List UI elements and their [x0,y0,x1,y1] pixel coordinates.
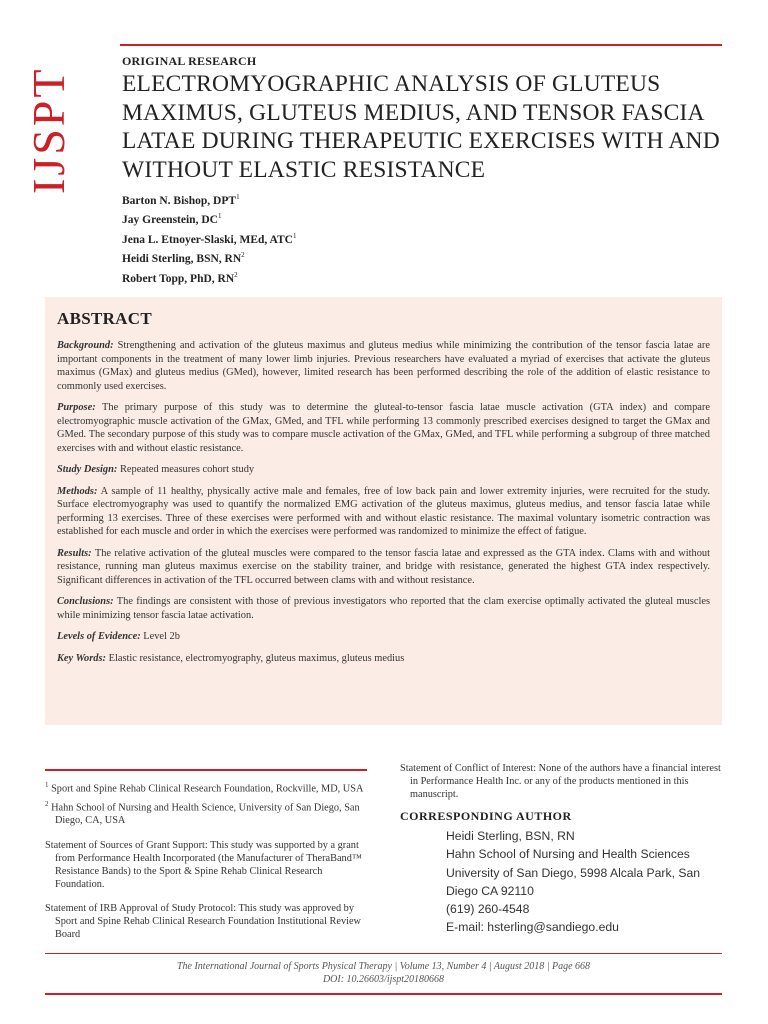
irb-statement: Statement of IRB Approval of Study Protocol: This study was approved by Sport and Spine Rehab Clinical Research Foundation Institutional Review Board [45,903,361,941]
abstract-background: Background: Strengthening and activation of the gluteus maximus and gluteus medius while minimizing the contribution of the tensor fascia latae are important components in the treatment of many lower limb injuries. Previous researchers have evaluated a myriad of exercises that activate the gluteus maximus (GMax) and gluteus medius (GMed), however, limited research has been performed describing the role of the addition of elastic resistance to commonly used exercises. [57,340,710,392]
footer-citation: The International Journal of Sports Physical Therapy | Volume 13, Number 4 | August 2018 | Page 668 [176,961,591,972]
title-line: ELECTROMYOGRAPHIC ANALYSIS OF GLUTEUS [122,71,661,97]
author: Heidi Sterling, BSN, $RN^2$ [122,251,245,266]
author-list [122,190,522,287]
corresponding-phone: (619) 260-4548 [446,902,530,916]
corresponding-name: Heidi Sterling, BSN, RN [446,829,575,844]
abstract-heading: ABSTRACT [57,309,152,328]
abstract-keywords: Key Words: Elastic resistance, electromyography, gluteus maximus, gluteus medius [57,652,405,664]
page-footer [45,960,722,986]
footnote-rule [45,769,367,771]
right-column [400,763,725,936]
abstract-levels-of-evidence: Levels of Evidence: Level 2b [57,631,180,642]
corresponding-author-heading: CORRESPONDING AUTHOR [400,809,572,824]
conflict-statement: Statement of Conflict of Interest: None of the authors have a financial interest in Performance Health Inc. or any of the products mentioned in this manuscript. [400,763,721,800]
article-title [122,70,722,184]
footnotes [45,779,370,942]
title-line: WITHOUT ELASTIC RESISTANCE [122,156,486,183]
abstract-conclusions: Conclusions: The findings are consistent with those of previous investigators who reported that the clam exercise optimally activated the gluteal muscles while minimizing tensor fascia latae activation. [57,596,710,621]
abstract-results: Results: The relative activation of the gluteal muscles were compared to the tensor fascia latae and expressed as the GTA index. Clams with and without resistance, running man gluteus maximus exercise on the stability trainer, and bridge with resistance, generated the highest GTA index respectively. Significant differences in activation of the TFL occurred between clams with and without resistance. [57,547,710,586]
author: Barton N. Bishop, DPT$^1$ [122,193,240,207]
footer-rule [45,953,722,954]
grant-statement: Statement of Sources of Grant Support: This study was supported by a grant from Performance Health Incorporated (the Manufacturer of TheraBand™ Resistance Bands) to the Sport & Spine Rehab Clinical Research Foundation. [45,840,362,890]
author: Robert Topp, PhD, $RN^2$ [122,270,238,285]
bottom-rule [45,993,722,995]
corresponding-address: University of San Diego, 5998 Alcala Park, San [446,865,701,880]
footer-doi[interactable]: DOI: 10.26603/ijspt20180668 [322,974,445,985]
journal-logo [22,44,84,194]
corresponding-email[interactable]: E-mail: hsterling@sandiego.edu [446,920,619,935]
abstract-purpose: Purpose: The primary purpose of this study was to determine the gluteal-to-tensor fascia latae muscle activation (GTA index) and compare electromyographic muscle activation of the GMax, GMed, and TFL while performing 13 commonly prescribed exercises designed to target the GMax and GMed. The secondary purpose of this study was to compare muscle activation of the GMax, GMed, and TFL while performing a subgroup of three matched exercises with and without elastic resistance. [57,402,710,454]
abstract-box [45,297,722,725]
header-rule [120,44,722,46]
abstract-study-design: Study Design: Repeated measures cohort study [57,464,255,475]
affiliation-2: $^2$ Hahn School of Nursing and Health Science, University of San Diego, San Diego, CA, USA [45,800,360,827]
title-line: LATAE DURING THERAPEUTIC EXERCISES WITH AND [122,128,720,154]
title-line: MAXIMUS, GLUTEUS MEDIUS, AND TENSOR FASCIA [122,99,705,126]
abstract-methods: Methods: A sample of 11 healthy, physically active male and females, free of low back pain and lower extremity injuries, were recruited for the study. Surface electromyography was used to quantify the normalized EMG activation of the gluteus maximus, gluteus medius, and tensor fascia latae while performing 13 exercises. Three of these exercises were performed with and without elastic resistance. The maximal voluntary isometric contraction was established for each muscle and order in which the exercises were performed was randomized to minimize the effect of fatigue. [57,485,710,537]
author: Jay Greenstein, $DC^1$ [122,212,222,227]
author: Jena L. Etnoyer-Slaski, MEd, ATC$^1$ [122,231,297,246]
affiliation-1: $^1$ Sport and Spine Rehab Clinical Research Foundation, Rockville, MD, USA [45,781,364,795]
corresponding-affiliation: Hahn School of Nursing and Health Sciences [446,847,690,862]
corresponding-city: Diego CA 92110 [446,883,534,898]
journal-logo-text: IJSPT [23,66,74,194]
section-label: ORIGINAL RESEARCH [122,54,257,68]
